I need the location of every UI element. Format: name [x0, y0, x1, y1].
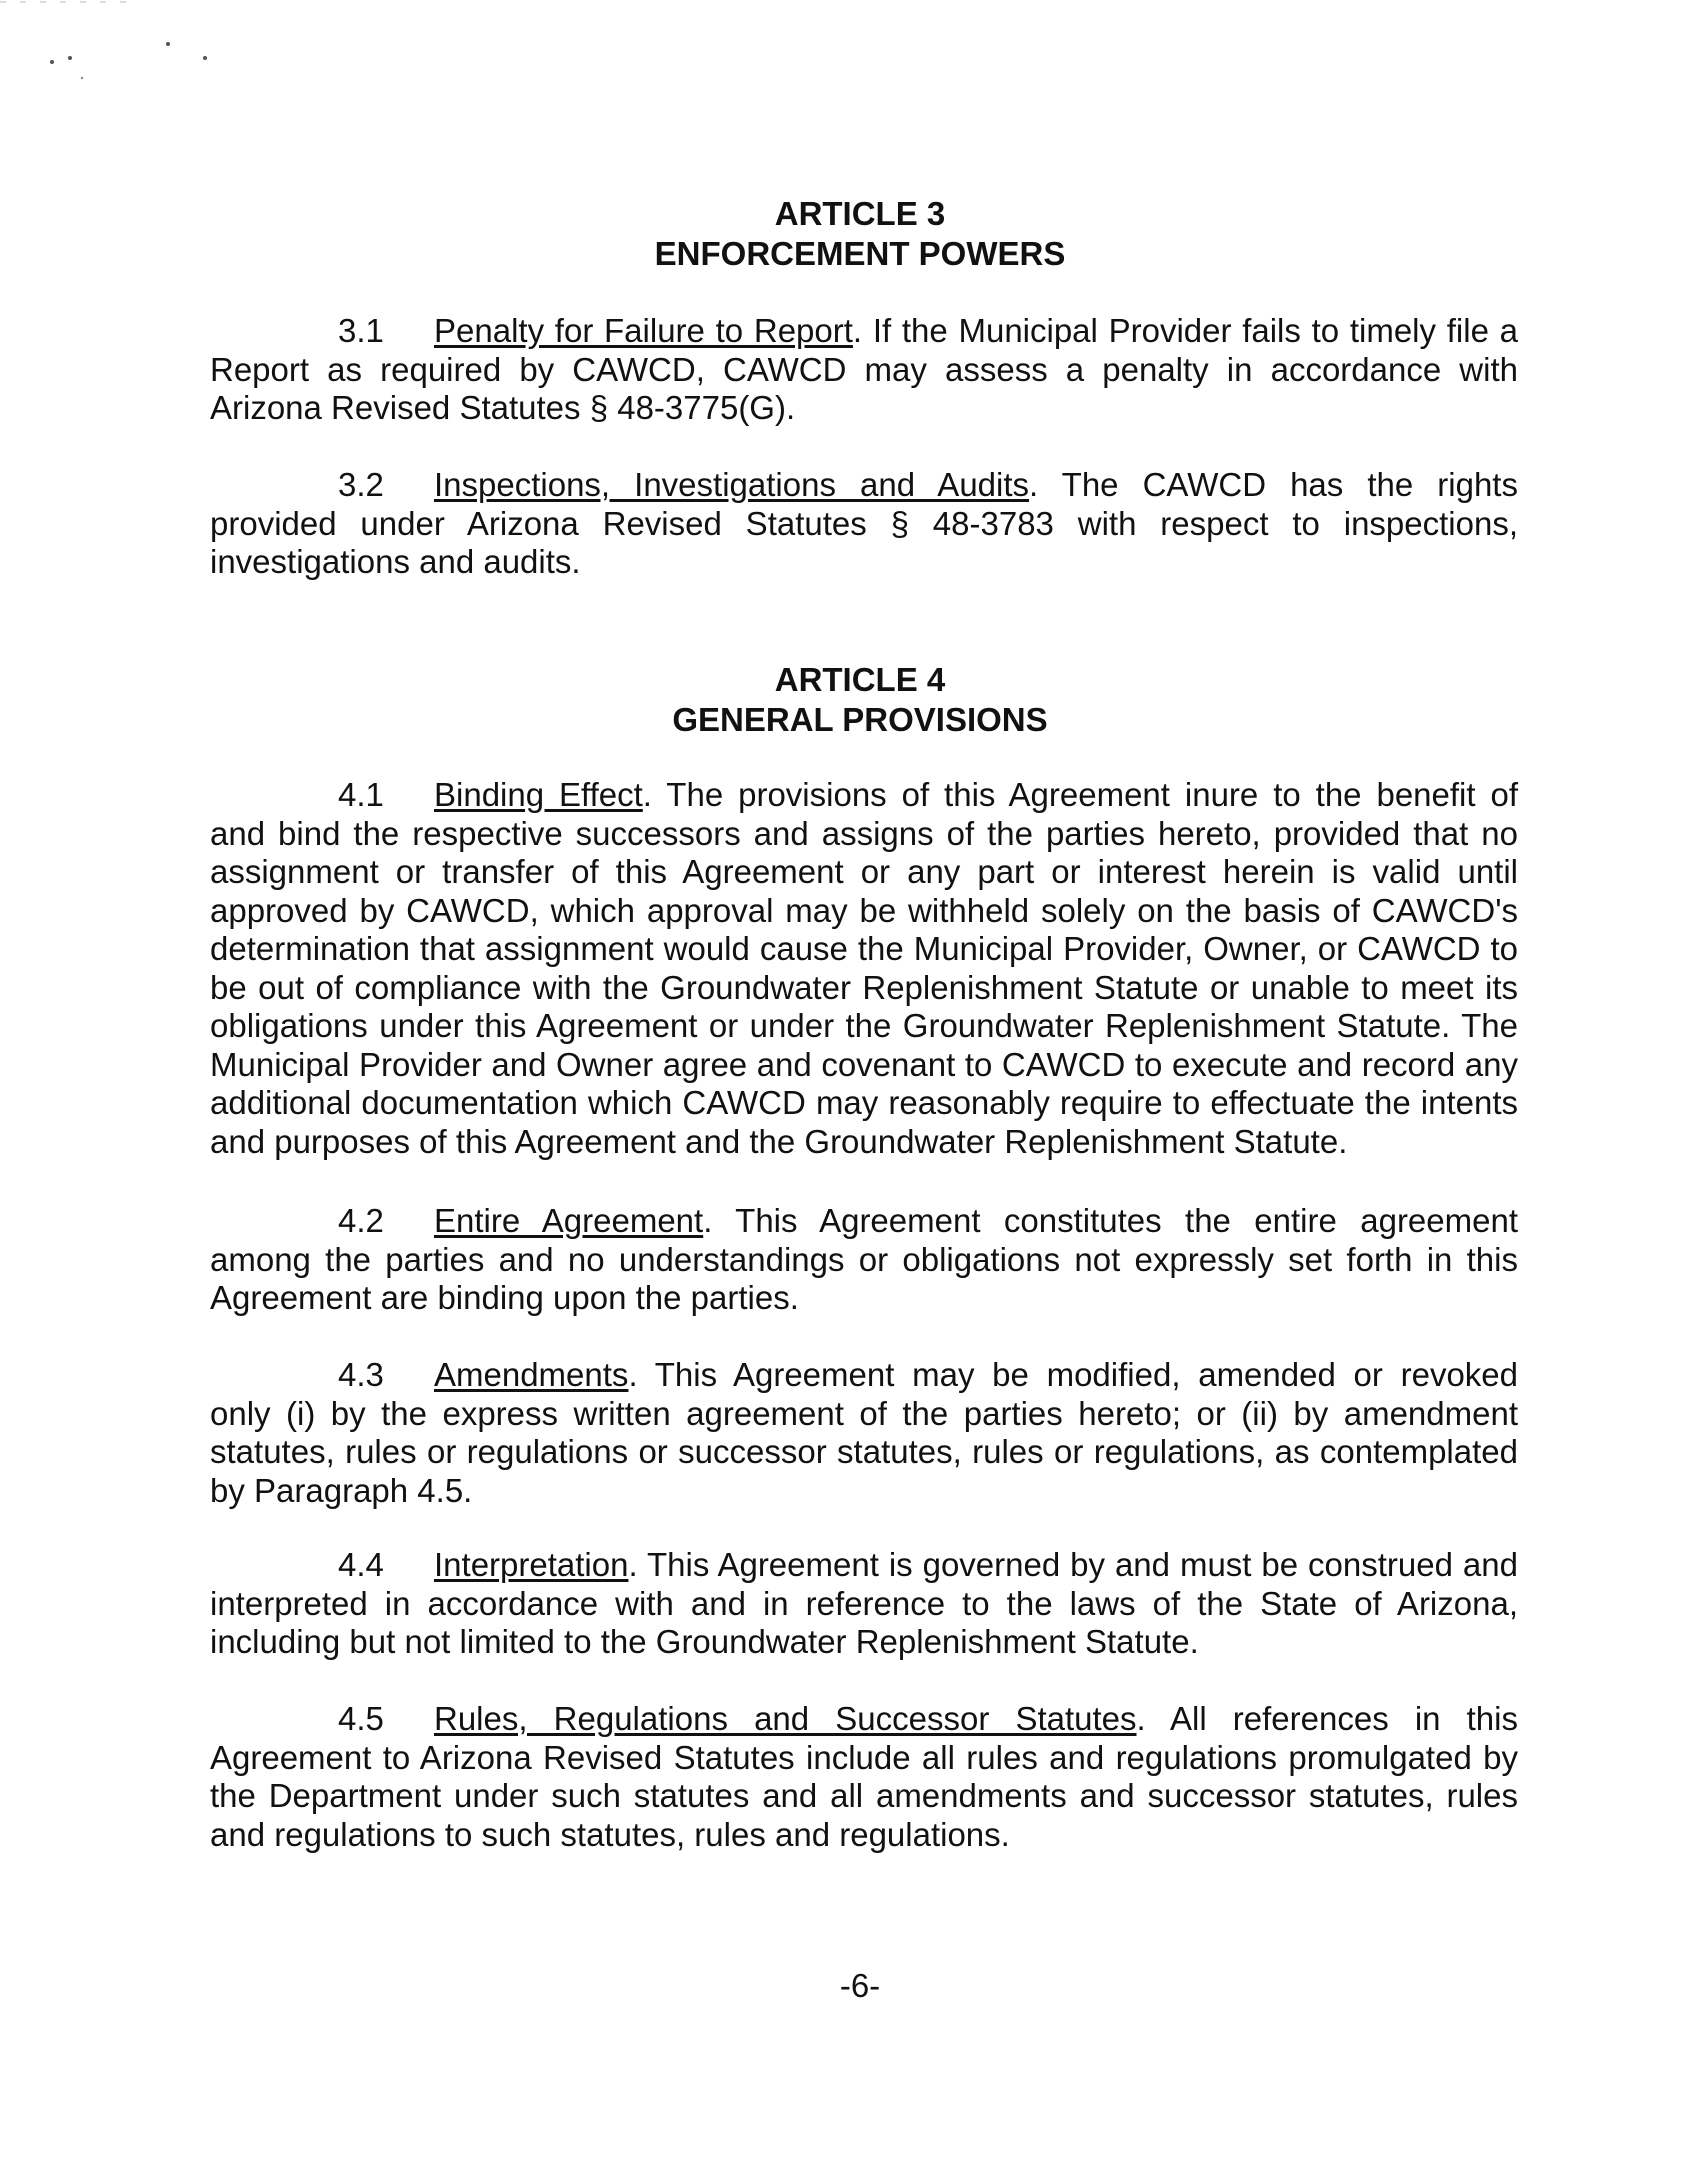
section-caption: Binding Effect	[434, 776, 643, 813]
caption-period: .	[642, 776, 652, 813]
caption-period: .	[1136, 1700, 1146, 1737]
section-text: This Agreement constitutes the entire agreement among the parties and no understandings or obligations not expressly set forth in this Agreement are binding upon the parties.	[210, 1202, 1518, 1316]
caption-period: .	[1029, 466, 1039, 503]
caption-period: .	[628, 1546, 638, 1583]
section-4-3	[210, 1356, 1518, 1510]
section-4-1	[210, 776, 1518, 1161]
section-number: 4.1	[338, 776, 384, 813]
caption-period: .	[852, 312, 863, 349]
article-3-number: ARTICLE 3	[774, 195, 946, 232]
section-caption: Entire Agreement	[434, 1202, 704, 1239]
section-4-4	[210, 1546, 1518, 1662]
article-3-title: ENFORCEMENT POWERS	[654, 235, 1066, 272]
article-4-heading	[210, 660, 1510, 740]
section-text: The CAWCD has the rights provided under Arizona Revised Statutes § 48-3783 with respect to inspections, investigations and audits.	[210, 466, 1518, 580]
caption-period: .	[703, 1202, 713, 1239]
article-3-heading	[210, 194, 1510, 274]
section-number: 3.2	[338, 466, 384, 503]
section-text: This Agreement is governed by and must be construed and interpreted in accordance with and in reference to the laws of the State of Arizona, including but not limited to the Groundwater Replenishment Statute.	[210, 1546, 1518, 1660]
caption-period: .	[628, 1356, 638, 1393]
section-4-2	[210, 1202, 1518, 1318]
article-4-number: ARTICLE 4	[774, 661, 946, 698]
section-caption: Rules, Regulations and Successor Statutes	[434, 1700, 1137, 1737]
section-text: If the Municipal Provider fails to timely file a Report as required by CAWCD, CAWCD may assess a penalty in accordance with Arizona Revised Statutes § 48-3775(G).	[210, 312, 1519, 426]
section-number: 3.1	[338, 312, 384, 349]
section-text: This Agreement may be modified, amended or revoked only (i) by the express written agreement of the parties hereto; or (ii) by amendment statutes, rules or regulations or successor statutes, rules or regulations, as contemplated by Paragraph 4.5.	[210, 1356, 1518, 1509]
section-3-1	[210, 312, 1518, 428]
section-number: 4.5	[338, 1700, 384, 1737]
page-number: -6-	[839, 1967, 881, 2004]
article-4-title: GENERAL PROVISIONS	[672, 701, 1048, 738]
section-4-5	[210, 1700, 1518, 1854]
section-text: All references in this Agreement to Arizona Revised Statutes include all rules and regulations promulgated by the Department under such statutes and all amendments and successor statutes, rules and regulations to such statutes, rules and regulations.	[210, 1700, 1518, 1853]
section-number: 4.2	[338, 1202, 384, 1239]
section-caption: Amendments	[434, 1356, 629, 1393]
scan-specks	[0, 0, 300, 100]
section-caption: Inspections, Investigations and Audits	[434, 466, 1030, 503]
section-3-2	[210, 466, 1518, 582]
section-number: 4.4	[338, 1546, 384, 1583]
section-number: 4.3	[338, 1356, 384, 1393]
section-text: The provisions of this Agreement inure to the benefit of and bind the respective successors and assigns of the parties hereto, provided that no assignment or transfer of this Agreement or any part or interest herein is valid until approved by CAWCD, which approval may be withheld solely on the basis of CAWCD's determination that assignment would cause the Municipal Provider, Owner, or CAWCD to be out of compliance with the Groundwater Replenishment Statute or unable to meet its obligations under this Agreement or under the Groundwater Replenishment Statute. The Municipal Provider and Owner agree and covenant to CAWCD to execute and record any additional documentation which CAWCD may reasonably require to effectuate the intents and purposes of this Agreement and the Groundwater Replenishment Statute.	[210, 776, 1518, 1160]
section-caption: Interpretation	[434, 1546, 629, 1583]
section-caption: Penalty for Failure to Report	[434, 312, 853, 349]
